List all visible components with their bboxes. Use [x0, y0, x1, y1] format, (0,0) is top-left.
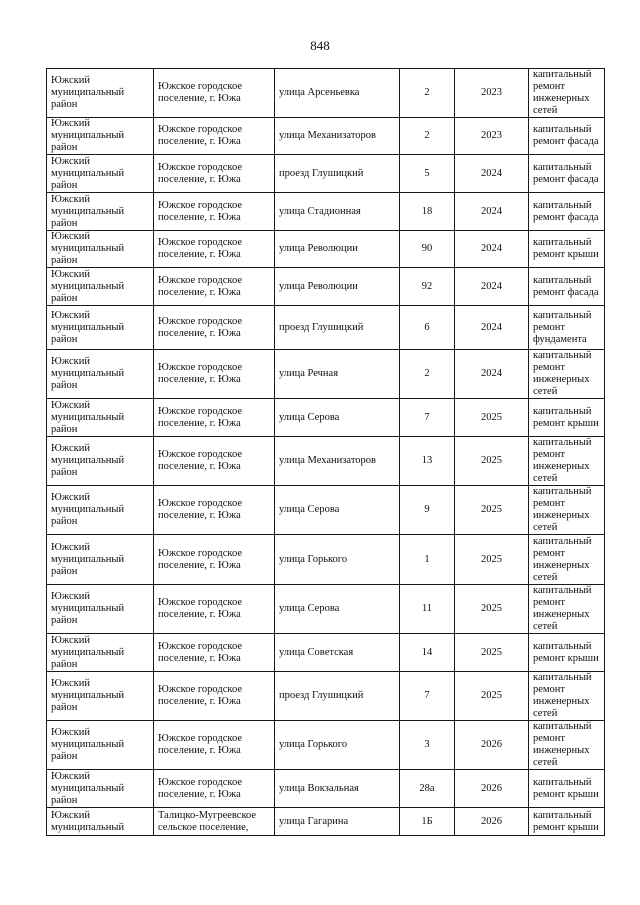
settlement-cell: Южское городское поселение, г. Южа — [154, 193, 275, 231]
district-cell: Южский муниципальный район — [47, 486, 154, 535]
street-cell: улица Серова — [275, 585, 400, 634]
house-number-cell: 14 — [400, 634, 455, 672]
table-row — [47, 808, 605, 836]
house-number-cell: 11 — [400, 585, 455, 634]
settlement-cell: Южское городское поселение, г. Южа — [154, 155, 275, 193]
district-cell: Южский муниципальный район — [47, 193, 154, 231]
district-cell: Южский муниципальный район — [47, 721, 154, 770]
settlement-cell: Южское городское поселение, г. Южа — [154, 437, 275, 486]
table-row — [47, 268, 605, 306]
house-number-cell: 28а — [400, 770, 455, 808]
house-number-cell: 3 — [400, 721, 455, 770]
work-type-cell: капитальный ремонт инженерных сетей — [529, 437, 605, 486]
work-type-cell: капитальный ремонт инженерных сетей — [529, 672, 605, 721]
district-cell: Южский муниципальный район — [47, 399, 154, 437]
street-cell: улица Революции — [275, 268, 400, 306]
work-type-cell: капитальный ремонт инженерных сетей — [529, 69, 605, 118]
work-type-cell: капитальный ремонт крыши — [529, 770, 605, 808]
year-cell: 2026 — [455, 808, 529, 836]
work-type-cell: капитальный ремонт крыши — [529, 634, 605, 672]
work-type-cell: капитальный ремонт крыши — [529, 399, 605, 437]
house-number-cell: 90 — [400, 231, 455, 268]
street-cell: улица Горького — [275, 535, 400, 585]
district-cell: Южский муниципальный район — [47, 69, 154, 118]
district-cell: Южский муниципальный район — [47, 268, 154, 306]
street-cell: улица Вокзальная — [275, 770, 400, 808]
street-cell: проезд Глушицкий — [275, 306, 400, 350]
year-cell: 2025 — [455, 486, 529, 535]
work-type-cell: капитальный ремонт инженерных сетей — [529, 350, 605, 399]
year-cell: 2025 — [455, 399, 529, 437]
district-cell: Южский муниципальный район — [47, 306, 154, 350]
table-row — [47, 535, 605, 585]
settlement-cell: Талицко-Мугреевское сельское поселение, — [154, 808, 275, 836]
year-cell: 2023 — [455, 69, 529, 118]
table-body — [47, 69, 605, 836]
table-row — [47, 486, 605, 535]
street-cell: улица Гагарина — [275, 808, 400, 836]
year-cell: 2025 — [455, 535, 529, 585]
settlement-cell: Южское городское поселение, г. Южа — [154, 672, 275, 721]
housing-repair-table — [46, 68, 605, 836]
district-cell: Южский муниципальный район — [47, 350, 154, 399]
settlement-cell: Южское городское поселение, г. Южа — [154, 721, 275, 770]
district-cell: Южский муниципальный район — [47, 437, 154, 486]
settlement-cell: Южское городское поселение, г. Южа — [154, 118, 275, 155]
page-number: 848 — [310, 38, 330, 53]
year-cell: 2024 — [455, 155, 529, 193]
work-type-cell: капитальный ремонт фасада — [529, 118, 605, 155]
street-cell: улица Речная — [275, 350, 400, 399]
street-cell: проезд Глушицкий — [275, 672, 400, 721]
table-row — [47, 118, 605, 155]
table-row — [47, 721, 605, 770]
table-row — [47, 306, 605, 350]
work-type-cell: капитальный ремонт инженерных сетей — [529, 486, 605, 535]
year-cell: 2024 — [455, 231, 529, 268]
house-number-cell: 2 — [400, 350, 455, 399]
year-cell: 2024 — [455, 268, 529, 306]
settlement-cell: Южское городское поселение, г. Южа — [154, 585, 275, 634]
settlement-cell: Южское городское поселение, г. Южа — [154, 634, 275, 672]
work-type-cell: капитальный ремонт инженерных сетей — [529, 535, 605, 585]
house-number-cell: 2 — [400, 118, 455, 155]
district-cell: Южский муниципальный район — [47, 231, 154, 268]
work-type-cell: капитальный ремонт крыши — [529, 808, 605, 836]
street-cell: улица Серова — [275, 399, 400, 437]
district-cell: Южский муниципальный район — [47, 585, 154, 634]
house-number-cell: 7 — [400, 672, 455, 721]
street-cell: улица Стадионная — [275, 193, 400, 231]
year-cell: 2025 — [455, 672, 529, 721]
street-cell: улица Серова — [275, 486, 400, 535]
table-row — [47, 155, 605, 193]
street-cell: улица Горького — [275, 721, 400, 770]
table-row — [47, 193, 605, 231]
district-cell: Южский муниципальный район — [47, 118, 154, 155]
street-cell: улица Механизаторов — [275, 437, 400, 486]
table-row — [47, 231, 605, 268]
settlement-cell: Южское городское поселение, г. Южа — [154, 350, 275, 399]
settlement-cell: Южское городское поселение, г. Южа — [154, 535, 275, 585]
work-type-cell: капитальный ремонт крыши — [529, 231, 605, 268]
year-cell: 2025 — [455, 437, 529, 486]
year-cell: 2023 — [455, 118, 529, 155]
house-number-cell: 6 — [400, 306, 455, 350]
district-cell: Южский муниципальный район — [47, 770, 154, 808]
work-type-cell: капитальный ремонт фасада — [529, 193, 605, 231]
table-row — [47, 770, 605, 808]
year-cell: 2025 — [455, 585, 529, 634]
district-cell: Южский муниципальный — [47, 808, 154, 836]
house-number-cell: 92 — [400, 268, 455, 306]
district-cell: Южский муниципальный район — [47, 535, 154, 585]
street-cell: улица Арсеньевка — [275, 69, 400, 118]
settlement-cell: Южское городское поселение, г. Южа — [154, 306, 275, 350]
table-row — [47, 585, 605, 634]
work-type-cell: капитальный ремонт инженерных сетей — [529, 585, 605, 634]
table-row — [47, 437, 605, 486]
year-cell: 2026 — [455, 721, 529, 770]
street-cell: улица Механизаторов — [275, 118, 400, 155]
table-row — [47, 399, 605, 437]
table-row — [47, 634, 605, 672]
house-number-cell: 18 — [400, 193, 455, 231]
year-cell: 2024 — [455, 350, 529, 399]
year-cell: 2024 — [455, 306, 529, 350]
table-row — [47, 672, 605, 721]
year-cell: 2024 — [455, 193, 529, 231]
work-type-cell: капитальный ремонт фасада — [529, 155, 605, 193]
work-type-cell: капитальный ремонт инженерных сетей — [529, 721, 605, 770]
district-cell: Южский муниципальный район — [47, 634, 154, 672]
work-type-cell: капитальный ремонт фасада — [529, 268, 605, 306]
street-cell: улица Революции — [275, 231, 400, 268]
settlement-cell: Южское городское поселение, г. Южа — [154, 268, 275, 306]
district-cell: Южский муниципальный район — [47, 672, 154, 721]
street-cell: проезд Глушицкий — [275, 155, 400, 193]
settlement-cell: Южское городское поселение, г. Южа — [154, 399, 275, 437]
table-row — [47, 69, 605, 118]
settlement-cell: Южское городское поселение, г. Южа — [154, 486, 275, 535]
settlement-cell: Южское городское поселение, г. Южа — [154, 69, 275, 118]
house-number-cell: 13 — [400, 437, 455, 486]
house-number-cell: 5 — [400, 155, 455, 193]
house-number-cell: 1 — [400, 535, 455, 585]
house-number-cell: 9 — [400, 486, 455, 535]
house-number-cell: 7 — [400, 399, 455, 437]
year-cell: 2025 — [455, 634, 529, 672]
work-type-cell: капитальный ремонт фундамента — [529, 306, 605, 350]
year-cell: 2026 — [455, 770, 529, 808]
district-cell: Южский муниципальный район — [47, 155, 154, 193]
house-number-cell: 2 — [400, 69, 455, 118]
settlement-cell: Южское городское поселение, г. Южа — [154, 231, 275, 268]
house-number-cell: 1Б — [400, 808, 455, 836]
settlement-cell: Южское городское поселение, г. Южа — [154, 770, 275, 808]
street-cell: улица Советская — [275, 634, 400, 672]
table-row — [47, 350, 605, 399]
